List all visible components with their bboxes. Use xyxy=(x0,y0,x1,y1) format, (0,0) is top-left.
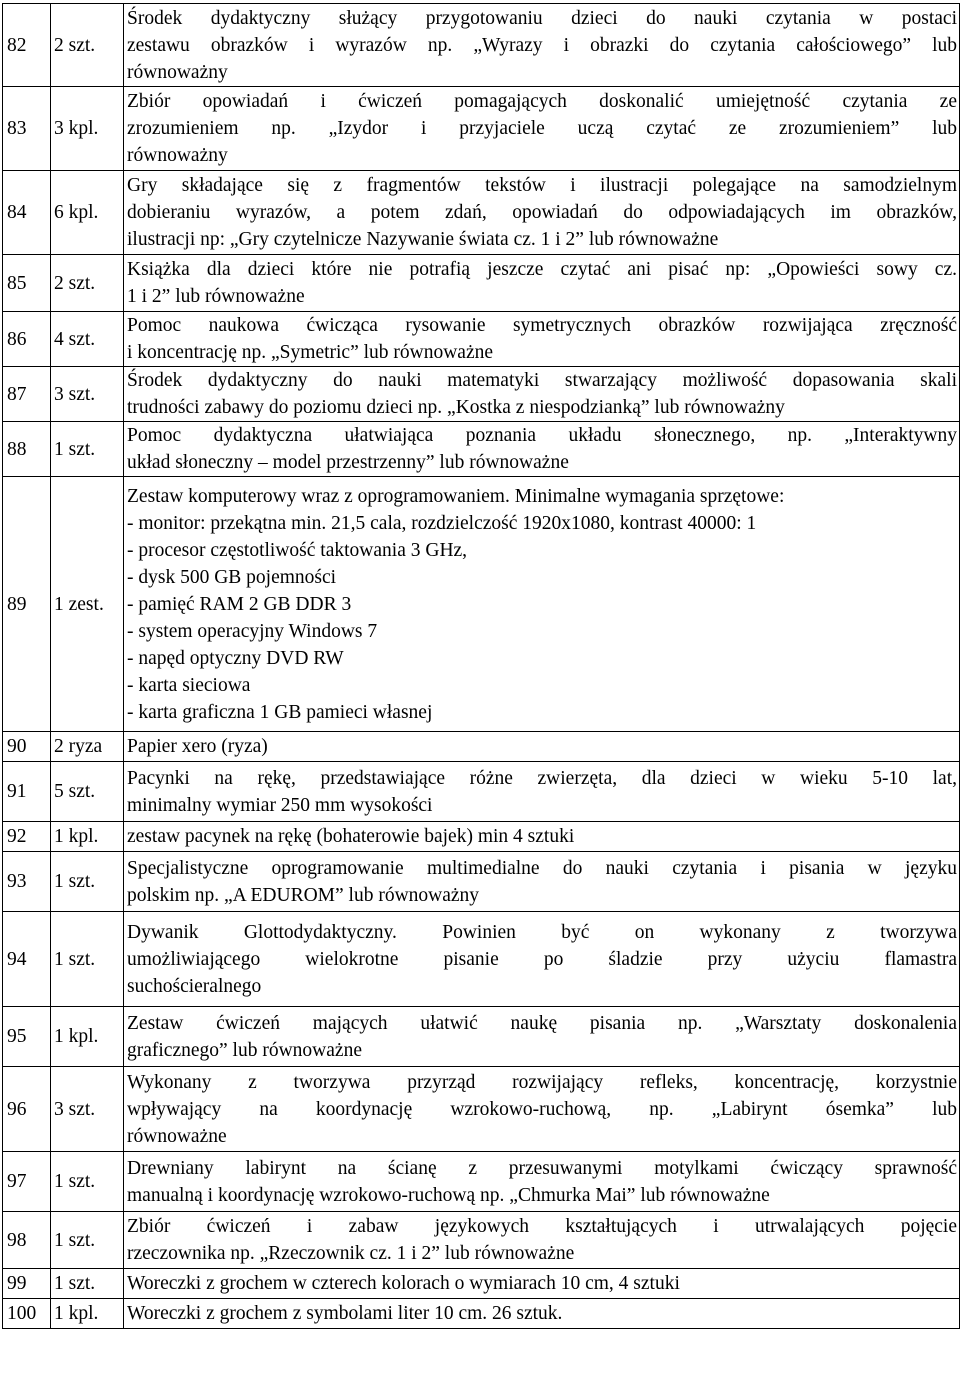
table-row xyxy=(3,1212,960,1269)
description-line: manualną i koordynację wzrokowo-ruchową np. „Chmurka Mai” lub równoważne xyxy=(127,1184,770,1206)
description-line: minimalny wymiar 250 mm wysokości xyxy=(127,794,433,816)
description-line: Pomoc naukowa ćwicząca rysowanie symetrycznych obrazków rozwijająca zręczność xyxy=(127,315,957,336)
description-line: równoważny xyxy=(127,61,228,83)
item-description xyxy=(124,477,960,732)
description-line: rzeczownika np. „Rzeczownik cz. 1 i 2” lub równoważne xyxy=(127,1243,575,1264)
item-quantity: 2 szt. xyxy=(51,255,124,312)
description-line: równoważne xyxy=(127,1125,227,1147)
item-number: 93 xyxy=(3,852,51,912)
table-row xyxy=(3,822,960,852)
table-row xyxy=(3,912,960,1007)
item-number: 96 xyxy=(3,1067,51,1152)
description-line: Pomoc dydaktyczna ułatwiająca poznania układu słonecznego, np. „Interaktywny xyxy=(127,425,957,446)
item-description xyxy=(124,171,960,255)
description-line: Drewniany labirynt na ścianę z przesuwanymi motylkami ćwiczący sprawność xyxy=(127,1157,957,1179)
description-line: - dysk 500 GB pojemności xyxy=(127,566,337,588)
description-line: wpływający na koordynację wzrokowo-ruchową, np. „Labirynt ósemka” lub xyxy=(127,1098,957,1120)
description-line: Dywanik Glottodydaktyczny. Powinien być on wykonany z tworzywa xyxy=(127,921,957,943)
description-line: układ słoneczny – model przestrzenny” lub równoważne xyxy=(127,452,569,473)
item-number: 99 xyxy=(3,1269,51,1299)
description-line: Zestaw ćwiczeń mających ułatwić naukę pisania np. „Warsztaty doskonalenia xyxy=(127,1012,957,1034)
item-number: 89 xyxy=(3,477,51,732)
item-quantity: 3 szt. xyxy=(51,367,124,422)
description-line: - karta graficzna 1 GB pamieci własnej xyxy=(127,701,433,723)
description-line: Specjalistyczne oprogramowanie multimedialne do nauki czytania i pisania w języku xyxy=(127,857,957,879)
description-line: - pamięć RAM 2 GB DDR 3 xyxy=(127,593,352,615)
description-line: umożliwiającego wielokrotne pisanie po śladzie przy użyciu flamastra xyxy=(127,948,957,970)
description-line: Zbiór ćwiczeń i zabaw językowych kształtujących i utrwalających pojęcie xyxy=(127,1216,957,1237)
item-quantity: 1 kpl. xyxy=(51,1299,124,1329)
item-description xyxy=(124,1212,960,1269)
table-row xyxy=(3,1067,960,1152)
description-line: Zestaw komputerowy wraz z oprogramowaniem. Minimalne wymagania sprzętowe: xyxy=(127,485,785,507)
item-quantity: 2 szt. xyxy=(51,4,124,87)
description-line: - procesor częstotliwość taktowania 3 GHz, xyxy=(127,539,468,561)
item-number: 85 xyxy=(3,255,51,312)
table-row xyxy=(3,477,960,732)
table-row xyxy=(3,762,960,822)
item-quantity: 3 szt. xyxy=(51,1067,124,1152)
description-line: Papier xero (ryza) xyxy=(127,736,268,757)
item-quantity: 1 kpl. xyxy=(51,1007,124,1067)
item-quantity: 1 kpl. xyxy=(51,822,124,852)
table-row xyxy=(3,732,960,762)
table-row xyxy=(3,422,960,477)
table-row xyxy=(3,171,960,255)
item-quantity: 1 zest. xyxy=(51,477,124,732)
description-line: 1 i 2” lub równoważne xyxy=(127,286,305,307)
item-number: 86 xyxy=(3,312,51,367)
description-line: suchościeralnego xyxy=(127,975,262,997)
description-line: trudności zabawy do poziomu dzieci np. „Kostka z niespodzianką” lub równoważny xyxy=(127,397,785,418)
item-quantity: 6 kpl. xyxy=(51,171,124,255)
table-row xyxy=(3,4,960,87)
item-quantity: 1 szt. xyxy=(51,852,124,912)
item-description xyxy=(124,912,960,1007)
description-line: ilustracji np: „Gry czytelnicze Nazywanie świata cz. 1 i 2” lub równoważne xyxy=(127,229,719,250)
description-line: graficznego” lub równoważne xyxy=(127,1039,362,1061)
item-number: 95 xyxy=(3,1007,51,1067)
description-line: Woreczki z grochem z symbolami liter 10 cm. 26 sztuk. xyxy=(127,1303,563,1324)
table-row xyxy=(3,87,960,171)
description-line: zestaw pacynek na rękę (bohaterowie bajek) min 4 sztuki xyxy=(127,826,575,847)
item-number: 92 xyxy=(3,822,51,852)
item-description xyxy=(124,1007,960,1067)
item-number: 97 xyxy=(3,1152,51,1212)
description-line: Pacynki na rękę, przedstawiające różne zwierzęta, dla dzieci w wieku 5-10 lat, xyxy=(127,767,957,789)
item-quantity: 1 szt. xyxy=(51,1212,124,1269)
item-description xyxy=(124,1067,960,1152)
item-quantity: 2 ryza xyxy=(51,732,124,762)
table-row xyxy=(3,1152,960,1212)
table-row xyxy=(3,367,960,422)
items-table xyxy=(2,3,960,1329)
description-line: - system operacyjny Windows 7 xyxy=(127,620,378,642)
table-row xyxy=(3,312,960,367)
description-line: Wykonany z tworzywa przyrząd rozwijający refleks, koncentrację, korzystnie xyxy=(127,1071,957,1093)
item-quantity: 1 szt. xyxy=(51,422,124,477)
table-row xyxy=(3,1007,960,1067)
description-line: polskim np. „A EDUROM” lub równoważny xyxy=(127,884,480,906)
item-quantity: 1 szt. xyxy=(51,912,124,1007)
item-number: 88 xyxy=(3,422,51,477)
table-row xyxy=(3,1299,960,1329)
item-description xyxy=(124,1269,960,1299)
item-number: 98 xyxy=(3,1212,51,1269)
item-quantity: 4 szt. xyxy=(51,312,124,367)
description-line: - napęd optyczny DVD RW xyxy=(127,647,344,669)
description-line: Woreczki z grochem w czterech kolorach o wymiarach 10 cm, 4 sztuki xyxy=(127,1273,680,1294)
item-description xyxy=(124,87,960,171)
item-number: 82 xyxy=(3,4,51,87)
item-number: 94 xyxy=(3,912,51,1007)
item-description xyxy=(124,367,960,422)
items-table-body xyxy=(3,4,960,1329)
item-description xyxy=(124,822,960,852)
item-number: 91 xyxy=(3,762,51,822)
item-quantity: 1 szt. xyxy=(51,1152,124,1212)
item-description xyxy=(124,255,960,312)
description-line: - monitor: przekątna min. 21,5 cala, rozdzielczość 1920x1080, kontrast 40000: 1 xyxy=(127,512,757,534)
description-line: i koncentrację np. „Symetric” lub równoważne xyxy=(127,342,494,363)
item-description xyxy=(124,762,960,822)
item-quantity: 1 szt. xyxy=(51,1269,124,1299)
item-description xyxy=(124,4,960,87)
description-line: równoważny xyxy=(127,145,228,166)
description-line: Zbiór opowiadań i ćwiczeń pomagających doskonalić umiejętność czytania ze xyxy=(127,91,957,112)
item-number: 100 xyxy=(3,1299,51,1329)
description-line: Książka dla dzieci które nie potrafią jeszcze czytać ani pisać np: „Opowieści sowy cz. xyxy=(127,259,957,280)
description-line: Gry składające się z fragmentów tekstów i ilustracji polegające na samodzielnym xyxy=(127,175,957,196)
item-description xyxy=(124,852,960,912)
item-description xyxy=(124,312,960,367)
table-row xyxy=(3,852,960,912)
table-row xyxy=(3,1269,960,1299)
item-description xyxy=(124,1299,960,1329)
description-line: zestawu obrazków i wyrazów np. „Wyrazy i obrazki do czytania całościowego” lub xyxy=(127,34,957,56)
description-line: zrozumieniem np. „Izydor i przyjaciele uczą czytać ze zrozumieniem” lub xyxy=(127,118,957,139)
item-number: 84 xyxy=(3,171,51,255)
table-row xyxy=(3,255,960,312)
item-description xyxy=(124,422,960,477)
item-number: 83 xyxy=(3,87,51,171)
description-line: Środek dydaktyczny do nauki matematyki stwarzający możliwość dopasowania skali xyxy=(127,370,957,391)
item-number: 87 xyxy=(3,367,51,422)
item-quantity: 5 szt. xyxy=(51,762,124,822)
description-line: dobieraniu wyrazów, a potem zdań, opowiadań do odpowiadających im obrazków, xyxy=(127,202,957,223)
item-number: 90 xyxy=(3,732,51,762)
description-line: Środek dydaktyczny służący przygotowaniu dzieci do nauki czytania w postaci xyxy=(127,7,957,29)
description-line: - karta sieciowa xyxy=(127,674,251,696)
item-quantity: 3 kpl. xyxy=(51,87,124,171)
item-description xyxy=(124,1152,960,1212)
item-description xyxy=(124,732,960,762)
